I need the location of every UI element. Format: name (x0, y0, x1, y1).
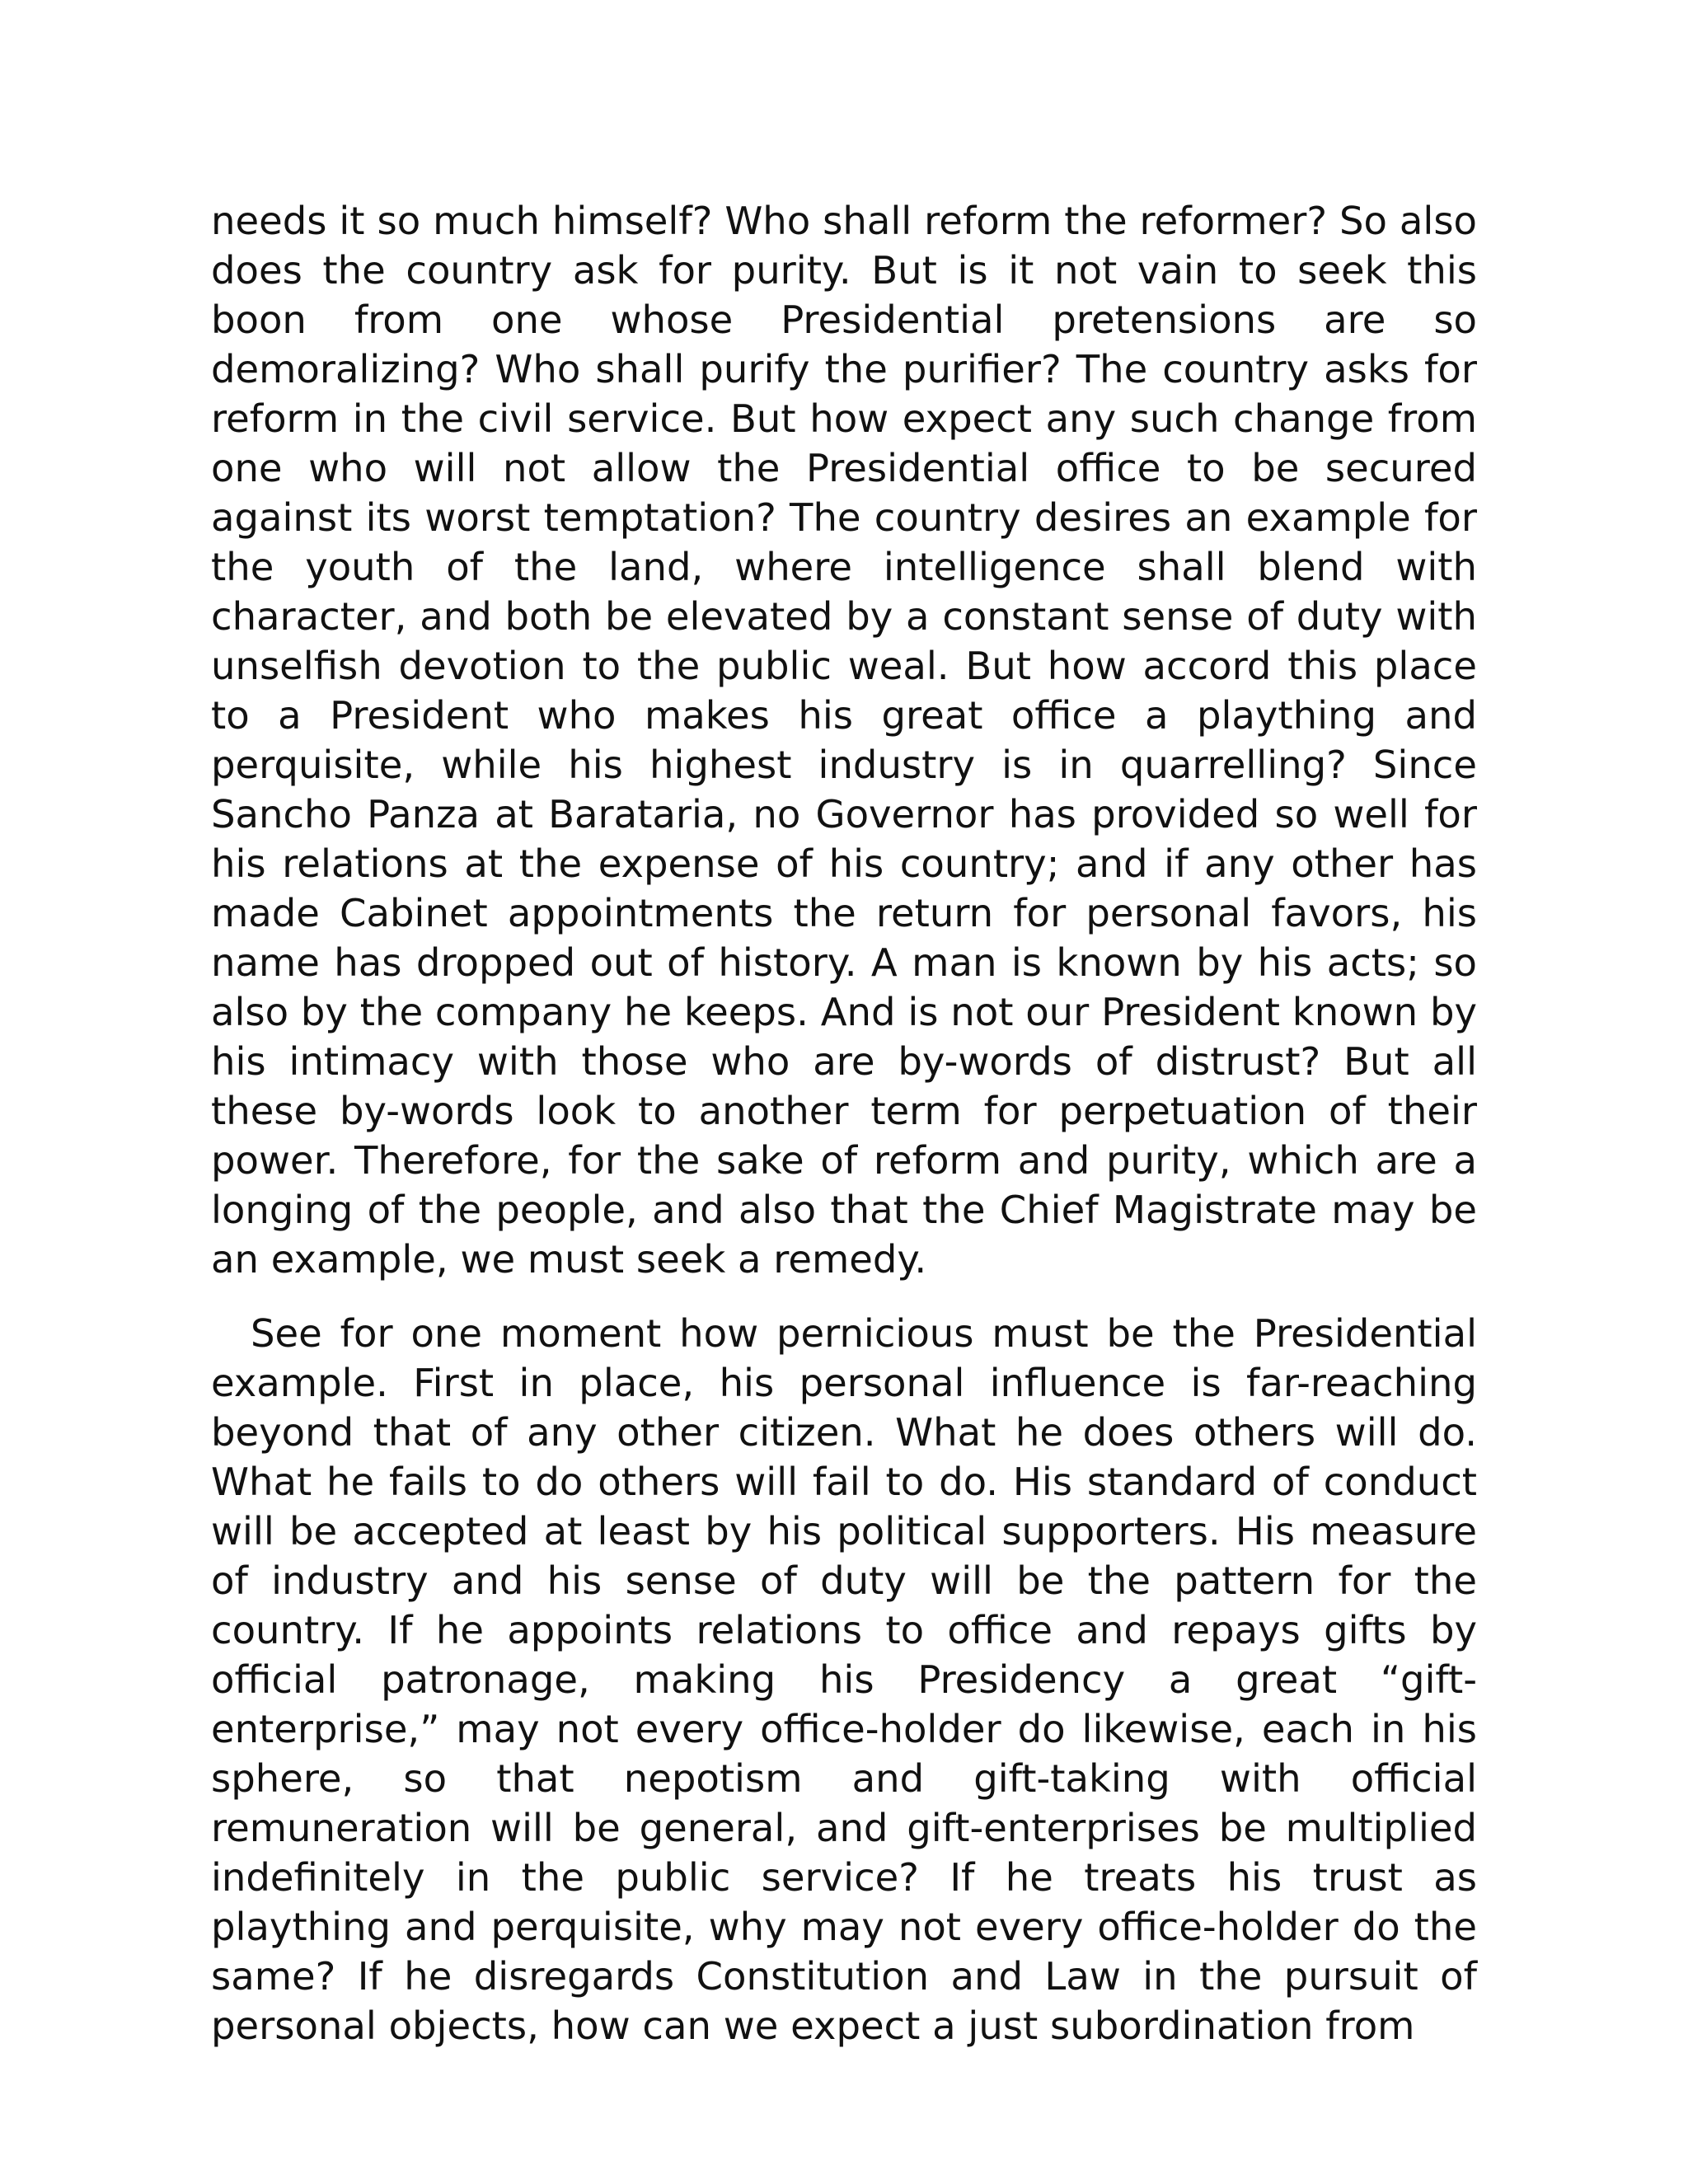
body-text (211, 196, 1477, 2050)
paragraph-presidential-example: See for one moment how pernicious must be the Presidential example. First in place, his personal influence is far-reaching beyond that of any other citizen. What he does others will do. What he fails to do others will fail to do. His standard of conduct will be accepted at least by his political supporters. His measure of industry and his sense of duty will be the pattern for the country. If he appoints relations to office and repays gifts by official patronage, making his Presidency a great “gift-enterprise,” may not every office-holder do likewise, each in his sphere, so that nepotism and gift-taking with official remuneration will be general, and gift-enterprises be multiplied indefinitely in the public service? If he treats his trust as plaything and perquisite, why may not every office-holder do the same? If he disregards Constitution and Law in the pursuit of personal objects, how can we expect a just subordination from (211, 1311, 1477, 2048)
paragraph-continued: needs it so much himself? Who shall reform the reformer? So also does the country ask for purity. But is it not vain to seek this boon from one whose Presidential pretensions are so demoralizing? Who shall purify the purifier? The country asks for reform in the civil service. But how expect any such change from one who will not allow the Presidential office to be secured against its worst temptation? The country desires an example for the youth of the land, where intelligence shall blend with character, and both be elevated by a constant sense of duty with unselfish devotion to the public weal. But how accord this place to a President who makes his great office a plaything and perquisite, while his highest industry is in quarrelling? Since Sancho Panza at Barataria, no Governor has provided so well for his relations at the expense of his country; and if any other has made Cabinet appointments the return for personal favors, his name has dropped out of history. A man is known by his acts; so also by the company he keeps. And is not our President known by his intimacy with those who are by-words of distrust? But all these by-words look to another term for perpetuation of their power. Therefore, for the sake of reform and purity, which are a longing of the people, and also that the Chief Magistrate may be an example, we must seek a remedy. (211, 199, 1477, 1282)
